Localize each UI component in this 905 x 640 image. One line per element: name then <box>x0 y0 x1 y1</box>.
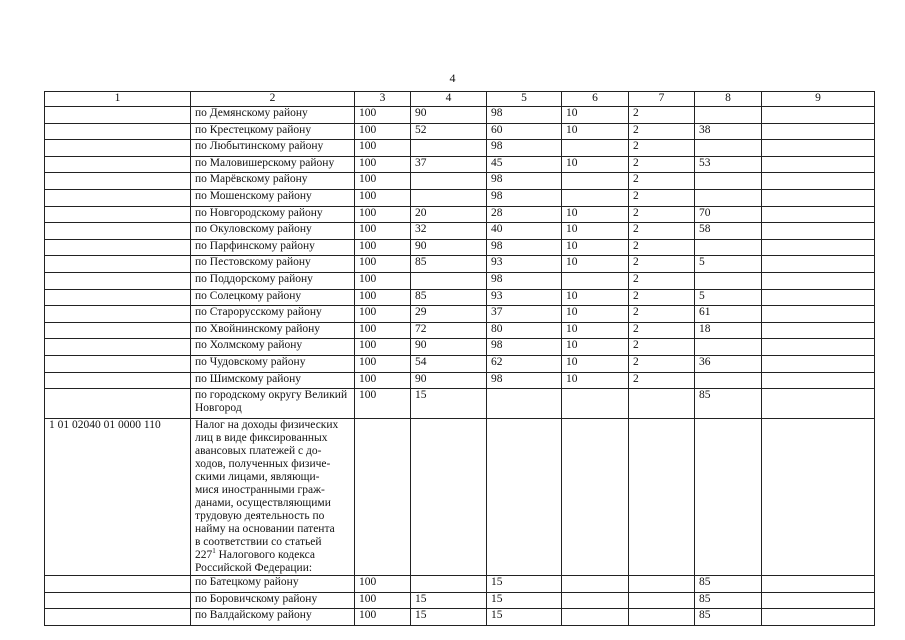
col4-cell: 90 <box>411 107 487 124</box>
budget-code-cell <box>45 389 191 419</box>
col8-cell <box>695 107 762 124</box>
col6-cell: 10 <box>562 306 629 323</box>
column-header: 1 <box>45 92 191 107</box>
description-line: мися иностранными граж- <box>195 484 325 497</box>
col4-cell: 85 <box>411 256 487 273</box>
col4-cell: 90 <box>411 239 487 256</box>
budget-code-cell <box>45 173 191 190</box>
col5-cell: 28 <box>487 206 562 223</box>
col9-cell <box>762 272 875 289</box>
col5-cell: 40 <box>487 223 562 240</box>
col9-cell <box>762 156 875 173</box>
col4-cell: 29 <box>411 306 487 323</box>
budget-code-cell <box>45 256 191 273</box>
col3-cell: 100 <box>355 609 411 626</box>
col5-cell: 80 <box>487 322 562 339</box>
col9-cell <box>762 123 875 140</box>
col5-cell <box>487 389 562 419</box>
col6-cell: 10 <box>562 223 629 240</box>
col5-cell: 15 <box>487 576 562 593</box>
area-name-cell: по Боровичскому району <box>191 592 355 609</box>
col8-cell <box>695 339 762 356</box>
col9-cell <box>762 239 875 256</box>
budget-code-cell <box>45 107 191 124</box>
col6-cell: 10 <box>562 372 629 389</box>
col9-cell <box>762 223 875 240</box>
col4-cell: 37 <box>411 156 487 173</box>
col7-cell: 2 <box>629 189 695 206</box>
budget-code-cell <box>45 223 191 240</box>
col9-cell <box>762 576 875 593</box>
area-name-cell: по Солецкому району <box>191 289 355 306</box>
col8-cell: 36 <box>695 355 762 372</box>
page-number: 4 <box>449 71 456 85</box>
col4-cell: 90 <box>411 372 487 389</box>
col9-cell <box>762 592 875 609</box>
col8-cell: 85 <box>695 609 762 626</box>
budget-code-cell <box>45 156 191 173</box>
budget-code-cell <box>45 372 191 389</box>
col6-cell: 10 <box>562 107 629 124</box>
area-name-cell: по Валдайскому району <box>191 609 355 626</box>
area-name-cell: по городскому округу Великий Новгород <box>191 389 355 419</box>
article-superscript: 1 <box>212 547 216 556</box>
table-row <box>45 140 875 157</box>
description-line: ходов, полученных физиче- <box>195 458 331 471</box>
col6-cell: 10 <box>562 322 629 339</box>
article-number: 227 <box>195 549 213 562</box>
table-row <box>45 609 875 626</box>
description-line: найму на основании патента <box>195 523 335 536</box>
col5-cell <box>487 419 562 576</box>
col5-cell: 15 <box>487 609 562 626</box>
col8-cell: 58 <box>695 223 762 240</box>
budget-code-cell <box>45 140 191 157</box>
col9-cell <box>762 189 875 206</box>
col9-cell <box>762 339 875 356</box>
col7-cell: 2 <box>629 272 695 289</box>
col3-cell: 100 <box>355 123 411 140</box>
table-row <box>45 156 875 173</box>
tax-description-cell <box>191 419 355 576</box>
col5-cell: 98 <box>487 140 562 157</box>
col5-cell: 60 <box>487 123 562 140</box>
col5-cell: 98 <box>487 173 562 190</box>
description-line: авансовых платежей с до- <box>195 445 322 458</box>
column-header: 5 <box>487 92 562 107</box>
col7-cell <box>629 576 695 593</box>
col9-cell <box>762 372 875 389</box>
col7-cell <box>629 389 695 419</box>
col6-cell <box>562 576 629 593</box>
area-name-cell: по Любытинскому району <box>191 140 355 157</box>
col4-cell: 90 <box>411 339 487 356</box>
budget-code-cell <box>45 189 191 206</box>
col3-cell: 100 <box>355 372 411 389</box>
area-name-cell: по Демянскому району <box>191 107 355 124</box>
col6-cell <box>562 419 629 576</box>
area-name-cell: по Окуловскому району <box>191 223 355 240</box>
col6-cell: 10 <box>562 289 629 306</box>
table-row <box>45 372 875 389</box>
col9-cell <box>762 306 875 323</box>
col9-cell <box>762 355 875 372</box>
table-row <box>45 289 875 306</box>
budget-code-cell <box>45 339 191 356</box>
table-row <box>45 389 875 419</box>
col4-cell: 20 <box>411 206 487 223</box>
article-text: Налогового кодекса <box>215 549 315 562</box>
area-name-cell: по Марёвскому району <box>191 173 355 190</box>
table-row <box>45 123 875 140</box>
col8-cell <box>695 173 762 190</box>
col5-cell: 98 <box>487 189 562 206</box>
col3-cell: 100 <box>355 140 411 157</box>
col3-cell: 100 <box>355 189 411 206</box>
col6-cell: 10 <box>562 156 629 173</box>
area-name-cell: по Хвойнинскому району <box>191 322 355 339</box>
table-row <box>45 256 875 273</box>
col6-cell: 10 <box>562 256 629 273</box>
description-line: Налог на доходы физических <box>195 419 339 432</box>
column-header: 9 <box>762 92 875 107</box>
table-row <box>45 173 875 190</box>
col4-cell <box>411 189 487 206</box>
col4-cell: 72 <box>411 322 487 339</box>
table-row <box>45 306 875 323</box>
col3-cell: 100 <box>355 173 411 190</box>
col4-cell <box>411 419 487 576</box>
revenue-distribution-table <box>44 91 875 626</box>
col3-cell: 100 <box>355 223 411 240</box>
col4-cell: 54 <box>411 355 487 372</box>
col5-cell: 15 <box>487 592 562 609</box>
col3-cell: 100 <box>355 289 411 306</box>
column-header: 7 <box>629 92 695 107</box>
col4-cell <box>411 140 487 157</box>
col5-cell: 98 <box>487 372 562 389</box>
col5-cell: 98 <box>487 339 562 356</box>
col5-cell: 98 <box>487 272 562 289</box>
col9-cell <box>762 419 875 576</box>
col5-cell: 93 <box>487 289 562 306</box>
area-name-cell: по Крестецкому району <box>191 123 355 140</box>
description-line: лиц в виде фиксированных <box>195 432 328 445</box>
col3-cell: 100 <box>355 107 411 124</box>
col8-cell: 5 <box>695 256 762 273</box>
area-name-cell: по Батецкому району <box>191 576 355 593</box>
col8-cell <box>695 189 762 206</box>
col9-cell <box>762 206 875 223</box>
col3-cell: 100 <box>355 272 411 289</box>
col3-cell: 100 <box>355 306 411 323</box>
col8-cell <box>695 419 762 576</box>
col8-cell <box>695 140 762 157</box>
column-header: 8 <box>695 92 762 107</box>
col6-cell: 10 <box>562 339 629 356</box>
col7-cell: 2 <box>629 173 695 190</box>
col5-cell: 62 <box>487 355 562 372</box>
col6-cell: 10 <box>562 239 629 256</box>
col6-cell <box>562 272 629 289</box>
col7-cell: 2 <box>629 107 695 124</box>
table-row <box>45 592 875 609</box>
table-row <box>45 339 875 356</box>
col8-cell: 38 <box>695 123 762 140</box>
col7-cell: 2 <box>629 140 695 157</box>
col8-cell <box>695 272 762 289</box>
budget-code-cell <box>45 272 191 289</box>
column-header: 6 <box>562 92 629 107</box>
area-name-cell: по Старорусскому району <box>191 306 355 323</box>
col8-cell: 70 <box>695 206 762 223</box>
area-name-cell: по Поддорскому району <box>191 272 355 289</box>
col9-cell <box>762 173 875 190</box>
col7-cell: 2 <box>629 123 695 140</box>
col7-cell <box>629 609 695 626</box>
col7-cell: 2 <box>629 339 695 356</box>
area-name-cell: по Чудовскому району <box>191 355 355 372</box>
area-name-cell: по Пестовскому району <box>191 256 355 273</box>
col5-cell: 98 <box>487 239 562 256</box>
col4-cell: 15 <box>411 592 487 609</box>
col3-cell: 100 <box>355 389 411 419</box>
col4-cell: 32 <box>411 223 487 240</box>
budget-code-cell <box>45 322 191 339</box>
col4-cell: 52 <box>411 123 487 140</box>
budget-code-cell <box>45 289 191 306</box>
col8-cell: 5 <box>695 289 762 306</box>
col4-cell <box>411 173 487 190</box>
col7-cell: 2 <box>629 289 695 306</box>
col3-cell: 100 <box>355 156 411 173</box>
col8-cell: 61 <box>695 306 762 323</box>
column-header: 3 <box>355 92 411 107</box>
description-line <box>195 549 350 562</box>
table-row <box>45 107 875 124</box>
col6-cell <box>562 140 629 157</box>
col4-cell <box>411 272 487 289</box>
table-row <box>45 355 875 372</box>
col3-cell: 100 <box>355 592 411 609</box>
col5-cell: 93 <box>487 256 562 273</box>
col6-cell <box>562 592 629 609</box>
description-line: Российской Федерации: <box>195 562 313 575</box>
table-row <box>45 239 875 256</box>
budget-code-cell <box>45 123 191 140</box>
col3-cell: 100 <box>355 256 411 273</box>
col6-cell <box>562 609 629 626</box>
table-row <box>45 223 875 240</box>
budget-code-cell <box>45 609 191 626</box>
table-row <box>45 189 875 206</box>
col6-cell: 10 <box>562 206 629 223</box>
col7-cell: 2 <box>629 322 695 339</box>
col8-cell: 18 <box>695 322 762 339</box>
table-row <box>45 322 875 339</box>
col4-cell: 15 <box>411 609 487 626</box>
col7-cell <box>629 592 695 609</box>
col3-cell: 100 <box>355 206 411 223</box>
col3-cell: 100 <box>355 576 411 593</box>
description-line: данами, осуществляющими <box>195 497 331 510</box>
budget-code-cell <box>45 355 191 372</box>
area-name-cell: по Парфинскому району <box>191 239 355 256</box>
col7-cell: 2 <box>629 306 695 323</box>
table-row <box>45 272 875 289</box>
col8-cell <box>695 372 762 389</box>
table-row <box>45 206 875 223</box>
col5-cell: 37 <box>487 306 562 323</box>
col8-cell: 85 <box>695 389 762 419</box>
col4-cell: 85 <box>411 289 487 306</box>
col6-cell <box>562 173 629 190</box>
description-line: в соответствии со статьей <box>195 536 322 549</box>
col8-cell: 85 <box>695 576 762 593</box>
col7-cell <box>629 419 695 576</box>
budget-code-cell <box>45 576 191 593</box>
table-row <box>45 576 875 593</box>
col9-cell <box>762 256 875 273</box>
col9-cell <box>762 609 875 626</box>
area-name-cell: по Холмскому району <box>191 339 355 356</box>
tax-category-row <box>45 419 875 576</box>
area-name-cell: по Новгородскому району <box>191 206 355 223</box>
col6-cell <box>562 389 629 419</box>
area-name-cell: по Маловишерскому району <box>191 156 355 173</box>
budget-code-cell <box>45 592 191 609</box>
col6-cell: 10 <box>562 123 629 140</box>
header-row <box>45 92 875 107</box>
budget-code-cell: 1 01 02040 01 0000 110 <box>45 419 191 576</box>
col9-cell <box>762 289 875 306</box>
col9-cell <box>762 389 875 419</box>
col5-cell: 45 <box>487 156 562 173</box>
budget-code-cell <box>45 206 191 223</box>
budget-code-cell <box>45 239 191 256</box>
col8-cell: 85 <box>695 592 762 609</box>
col3-cell <box>355 419 411 576</box>
column-header: 2 <box>191 92 355 107</box>
col4-cell <box>411 576 487 593</box>
description-line: трудовую деятельность по <box>195 510 325 523</box>
col7-cell: 2 <box>629 355 695 372</box>
col9-cell <box>762 107 875 124</box>
col4-cell: 15 <box>411 389 487 419</box>
col7-cell: 2 <box>629 156 695 173</box>
col7-cell: 2 <box>629 256 695 273</box>
col3-cell: 100 <box>355 322 411 339</box>
col7-cell: 2 <box>629 239 695 256</box>
col3-cell: 100 <box>355 239 411 256</box>
col3-cell: 100 <box>355 339 411 356</box>
area-name-cell: по Шимскому району <box>191 372 355 389</box>
col8-cell <box>695 239 762 256</box>
col7-cell: 2 <box>629 372 695 389</box>
col9-cell <box>762 322 875 339</box>
col6-cell <box>562 189 629 206</box>
description-line: скими лицами, являющи- <box>195 471 320 484</box>
col3-cell: 100 <box>355 355 411 372</box>
col9-cell <box>762 140 875 157</box>
col8-cell: 53 <box>695 156 762 173</box>
budget-code-cell <box>45 306 191 323</box>
col7-cell: 2 <box>629 206 695 223</box>
column-header: 4 <box>411 92 487 107</box>
col7-cell: 2 <box>629 223 695 240</box>
area-name-cell: по Мошенскому району <box>191 189 355 206</box>
col6-cell: 10 <box>562 355 629 372</box>
col5-cell: 98 <box>487 107 562 124</box>
